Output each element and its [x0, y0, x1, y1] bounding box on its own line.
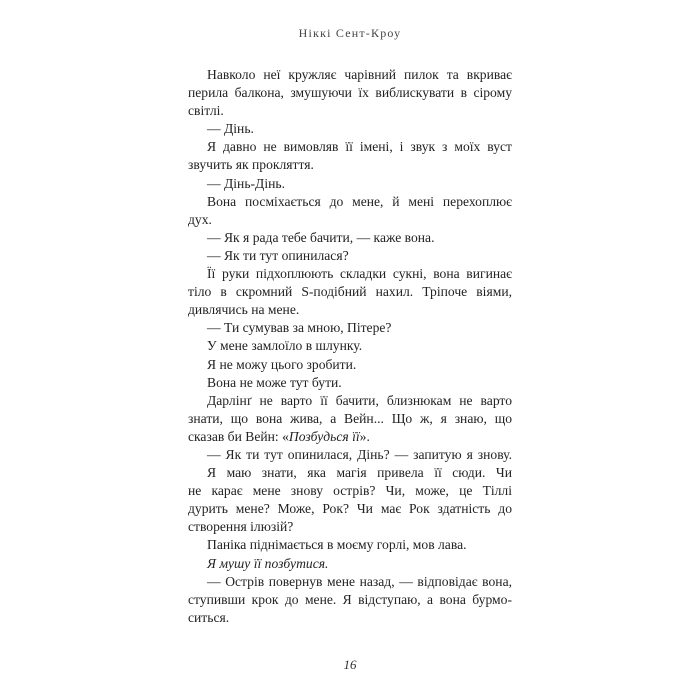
- text-line: Я не можу цього зробити.: [207, 356, 357, 372]
- text-line: Її руки підхоплюють складки сукні, вона вигинає: [207, 266, 512, 282]
- text-line: не карає мене знову острів? Чи, може, це Тіллі: [188, 483, 512, 499]
- text-line: Я давно не вимовляв її імені, і звук з моїх вуст: [207, 139, 512, 155]
- text-line: звучить як прокляття.: [188, 157, 314, 173]
- text-line: ступивши крок до мене. Я відступаю, а вона бурмо-: [188, 591, 512, 607]
- text-line: світлі.: [188, 103, 224, 119]
- text-line: знати, що вона жива, а Вейн... Що ж, я знаю, що: [188, 410, 512, 426]
- text-line: — Дінь.: [207, 121, 254, 137]
- text-segment: ».: [359, 428, 370, 444]
- text-line: — Як ти тут опинилася, Дінь? — запитую я знову.: [207, 446, 512, 462]
- text-line: ситься.: [188, 609, 230, 625]
- text-line: — Острів повернув мене назад, — відповідає вона,: [207, 573, 512, 589]
- text-line: перила балкона, змушуючи їх виблискувати в сірому: [188, 85, 512, 101]
- text-line: — Ти сумував за мною, Пітере?: [207, 320, 392, 336]
- italic-thought-line: Я мушу її позбутися.: [207, 555, 329, 571]
- text-line: тіло в скромний S-подібний нахил. Тріпоче віями,: [188, 284, 512, 300]
- text-line: У мене замлоїло в шлунку.: [207, 338, 363, 354]
- text-segment: сказав би Вейн: «: [188, 428, 289, 444]
- text-line: — Дінь-Дінь.: [207, 175, 285, 191]
- text-line: Дарлінґ не варто її бачити, близнюкам не варто: [207, 392, 512, 408]
- text-line: Я маю знати, яка магія привела її сюди. Чи: [207, 465, 512, 481]
- text-line: — Як я рада тебе бачити, — каже вона.: [207, 229, 435, 245]
- text-line: створення ілюзій?: [188, 519, 294, 535]
- text-line: дурить мене? Може, Рок? Чи має Рок здатність до: [188, 501, 512, 517]
- text-line: — Як ти тут опинилася?: [207, 247, 349, 263]
- text-line: Навколо неї кружляє чарівний пилок та вкриває: [207, 67, 512, 82]
- running-head: Ніккі Сент-Кроу: [298, 26, 402, 40]
- text-line: Вона посміхається до мене, й мені перехоплює: [207, 193, 512, 209]
- text-line: дух.: [188, 211, 212, 227]
- text-line: [188, 428, 512, 446]
- page-number: 16: [343, 657, 357, 672]
- body-text: [188, 66, 512, 627]
- text-line: Вона не може тут бути.: [207, 374, 342, 390]
- text-line: дивлячись на мене.: [188, 302, 300, 318]
- text-line: Паніка піднімається в моєму горлі, мов лава.: [207, 537, 467, 553]
- italic-quote: Позбудься її: [288, 428, 360, 444]
